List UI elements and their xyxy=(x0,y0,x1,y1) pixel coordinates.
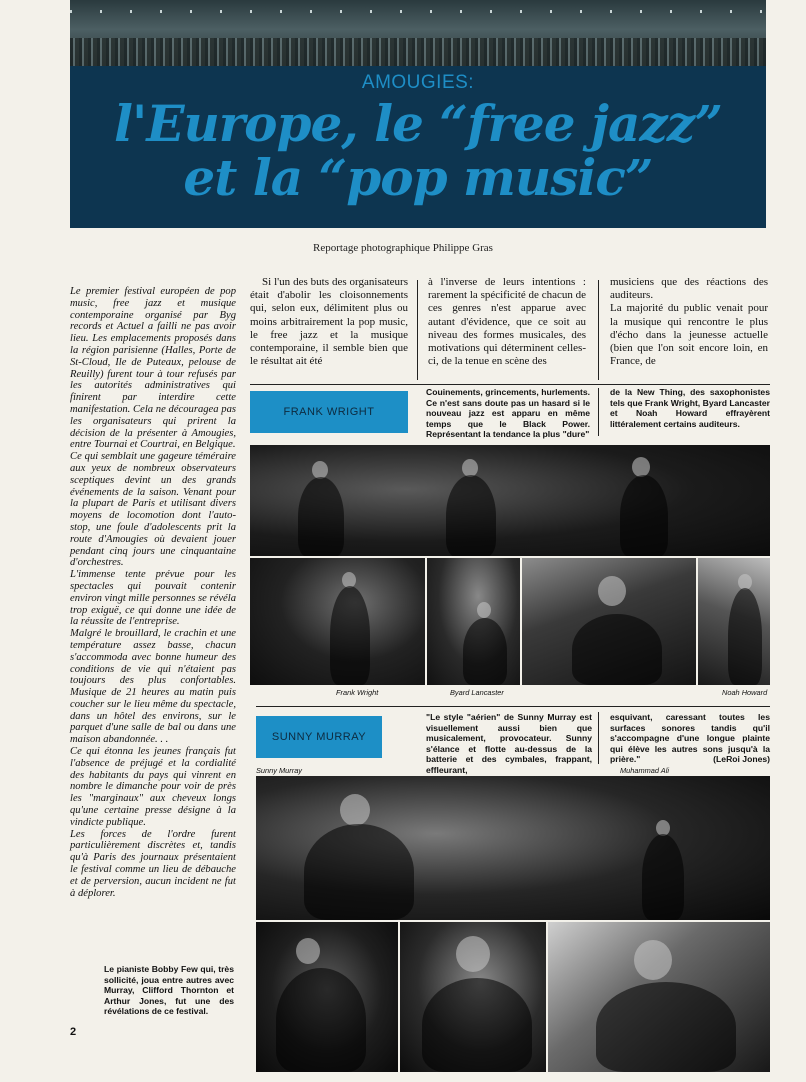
intro-paragraph: Le premier festival européen de pop music, free jazz et musique contemporaine organisé par Byg records et Actuel a failli ne pas avoir lieu. Les emplacements proposés dans la région parisienne (Halles, Porte de St-Cloud, Ile de Puteaux, pelouse de Reuilly) furent tour à tour refusés par les autorités administratives qui finirent par interdire cette manifestation. Cela ne découragea pas les organisateurs qui prirent la décision de la présenter à Amougies, entre Tournai et Courtrai, en Belgique. xyxy=(70,286,236,451)
column-divider xyxy=(598,280,599,380)
column-divider xyxy=(598,388,599,436)
concert-photo xyxy=(250,445,770,556)
concert-photo-bobby-few xyxy=(256,922,398,1072)
photo-caption-sunny-murray: Sunny Murray xyxy=(256,766,303,775)
sunny-caption-1: "Le style "aérien" de Sunny Murray est visuellement aussi bien que musicalement, provocateur. Sunny s'élance et flotte au-dessus de la batterie et des cymbales, frappant, effleurant, xyxy=(426,712,592,775)
concert-photo xyxy=(400,922,546,1072)
photo-credit: Reportage photographique Philippe Gras xyxy=(313,242,493,254)
body-column-2: à l'inverse de leurs intentions : rarement la spécificité de chacun de ces genres n'est apparue avec autant d'évidence, que ce soit au niveau des formes musicales, des motivations qui déterminent celles-ci, de la tenue en scène des xyxy=(428,276,586,368)
concert-photo xyxy=(548,922,770,1072)
concert-photo-byard-lancaster xyxy=(427,558,520,685)
section-rule xyxy=(256,706,770,707)
body-column-3: musiciens que des réactions des auditeurs. La majorité du public venait pour la musique qui rencontre le plus d'écho dans la jeunesse actuelle (bien que l'on soit encore loin, en France, de xyxy=(610,276,768,368)
column-divider xyxy=(598,712,599,764)
concert-photo-frank-wright xyxy=(250,558,425,685)
section-label-frank-wright: FRANK WRIGHT xyxy=(250,391,408,433)
article-title-line-2: et la “pop music” xyxy=(183,148,653,207)
photo-caption-muhammad-ali: Muhammad Ali xyxy=(620,766,670,775)
photo-caption-byard-lancaster: Byard Lancaster xyxy=(450,688,504,697)
section-rule xyxy=(250,384,770,385)
frank-caption-1: Couinements, grincements, hurlements. Ce n'est sans doute pas un hasard si le nouveau jazz est apparu en même temps que le Black Power. Représentant la tendance la plus "dure" xyxy=(426,387,590,440)
concert-photo-noah-howard xyxy=(698,558,770,685)
intro-paragraph: Les forces de l'ordre furent particulièrement discrètes et, tandis qu'à Paris des journaux présentaient le festival comme un lieu de débauche et de perversion, aucun incident ne fut à déplorer. xyxy=(70,828,236,899)
concert-photo xyxy=(522,558,696,685)
page-number: 2 xyxy=(70,1026,77,1038)
intro-paragraph: Ce qui étonna les jeunes français fut l'absence de préjugé et la cordialité des habitants du pays qui vinrent en nombre le dimanche pour voir de près les "marginaux" aux cheveux longs qu'une certaine presse désigne à la vindicte publique. xyxy=(70,746,236,828)
column-divider xyxy=(417,280,418,380)
header-photo xyxy=(70,0,766,66)
photo-caption-frank-wright: Frank Wright xyxy=(336,688,379,697)
intro-paragraph: L'immense tente prévue pour les spectacles qui pouvait contenir environ vingt mille personnes se révéla trop exiguë, ce qui donne une idée de la réussite de l'entreprise. xyxy=(70,569,236,628)
intro-text xyxy=(70,286,236,899)
frank-caption-2: de la New Thing, des saxophonistes tels que Frank Wright, Byard Lancaster et Noah Howard effrayèrent littéralement certains auditeurs. xyxy=(610,387,770,429)
intro-paragraph: Ce qui semblait une gageure téméraire aux yeux de nombreux observateurs sceptiques devint un des grands événements de la saison. Venant pour la plupart de Paris et utilisant divers moyens de locomotion dont l'auto-stop, une foule d'adolescents prit la route d'Amougies où devaient jouer pendant cinq jours une cinquantaine d'orchestres. xyxy=(70,451,236,569)
article-kicker: AMOUGIES: xyxy=(361,72,475,93)
section-label-sunny-murray: SUNNY MURRAY xyxy=(256,716,382,758)
sunny-caption-2: esquivant, caressant toutes les surfaces sonores tandis qu'il s'accompagne d'une longue plainte qui élève les autres sons jusqu'à la prière." xyxy=(610,712,770,765)
article-title-line-1: l'Europe, le “free jazz” xyxy=(114,94,722,153)
photo-caption-noah-howard: Noah Howard xyxy=(722,688,768,697)
concert-photo-sunny-murray xyxy=(256,776,770,920)
sunny-caption-author: (LeRoi Jones) xyxy=(713,754,770,764)
body-column-1: Si l'un des buts des organisateurs était d'abolir les cloisonnements qui, selon eux, délimitent plus ou moins arbitrairement la pop music, le free jazz et la musique contemporaine, il semble bien que le résultat ait été xyxy=(250,276,408,368)
bobby-few-caption: Le pianiste Bobby Few qui, très sollicité, joua entre autres avec Murray, Clifford Thornton et Arthur Jones, fut une des révélations de ce festival. xyxy=(104,964,234,1017)
intro-paragraph: Malgré le brouillard, le crachin et une température assez basse, chacun s'accommoda avec bonne humeur des conditions de vie qui n'étaient pas toujours des plus confortables. Musique de 21 heures au matin puis coucher sur le lieu même du spectacle, dans un hôtel des environs, sur le parquet d'une salle de bal ou dans une maison abandonnée. . . xyxy=(70,628,236,746)
